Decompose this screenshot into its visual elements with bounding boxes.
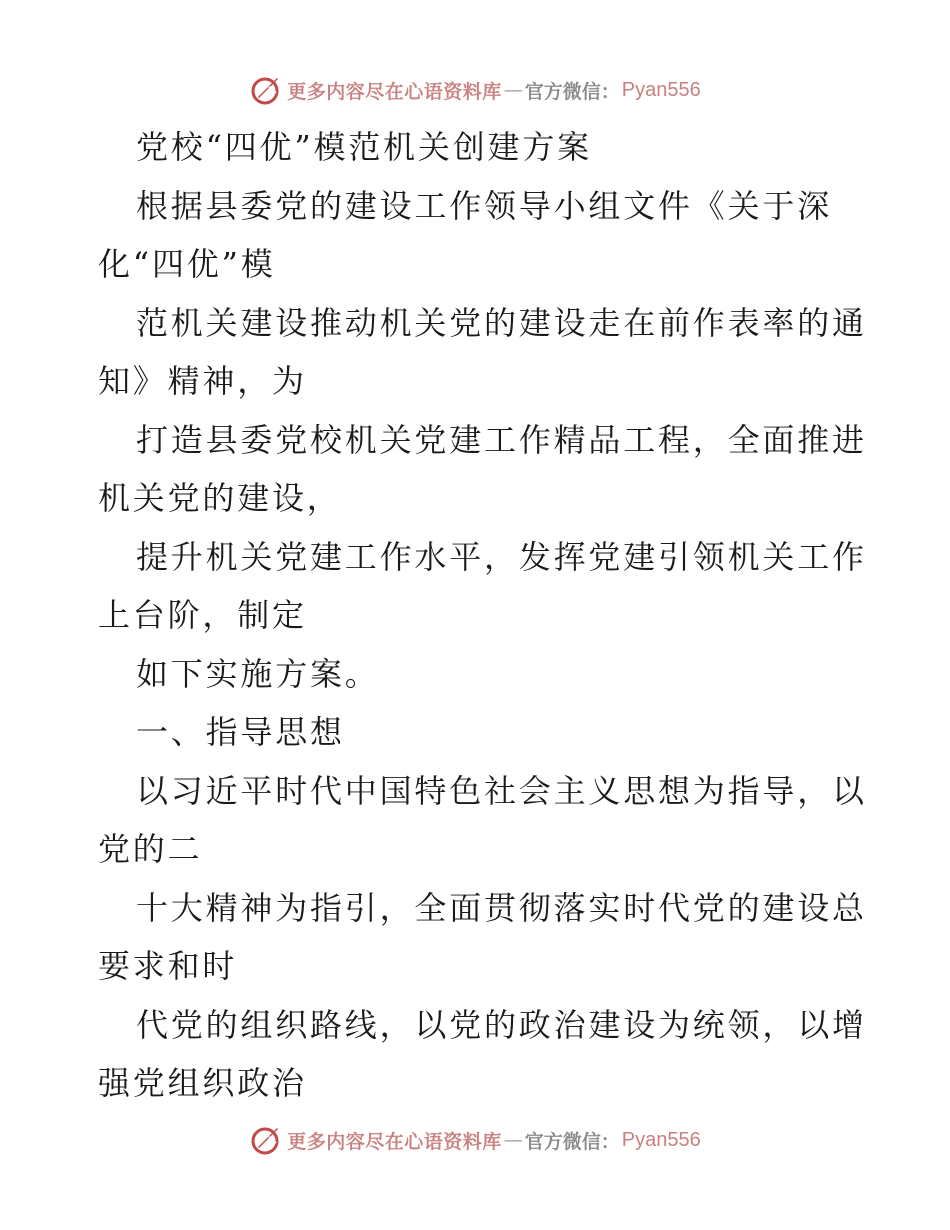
paragraph-line: 提升机关党建工作水平，发挥党建引领机关工作 (136, 537, 867, 576)
paragraph-line: 党的二 (98, 830, 203, 868)
paragraph-line: 要求和时 (98, 947, 238, 985)
banner-wechat-id: Pyan556 (621, 1128, 701, 1151)
document-title: 党校“四优”模范机关创建方案 (136, 128, 592, 166)
banner-brand-text: 更多内容尽在心语资料库 (287, 1130, 502, 1153)
paragraph-line: 知》精神，为 (98, 362, 307, 400)
paragraph-line: 机关党的建设， (98, 479, 342, 517)
banner-brand-text: 更多内容尽在心语资料库 (287, 80, 502, 103)
banner-separator: — (503, 1129, 523, 1151)
paragraph-line: 强党组织政治 (98, 1064, 307, 1102)
paragraph-line: 范机关建设推动机关党的建设走在前作表率的通 (136, 303, 867, 342)
paragraph-line: 以习近平时代中国特色社会主义思想为指导，以 (136, 771, 867, 810)
paragraph-line: 代党的组织路线，以党的政治建设为统领，以增 (136, 1005, 867, 1044)
paragraph-line: 上台阶，制定 (98, 596, 307, 634)
document-body (98, 118, 867, 1113)
pen-logo-icon (249, 1123, 283, 1157)
paragraph-line: 化“四优”模 (98, 245, 276, 283)
pen-logo-icon (249, 73, 283, 107)
paragraph-line: 打造县委党校机关党建工作精品工程，全面推进 (136, 420, 867, 459)
paragraph-line: 如下实施方案。 (136, 654, 380, 693)
paragraph-line: 十大精神为指引，全面贯彻落实时代党的建设总 (136, 888, 867, 927)
paragraph-line: 根据县委党的建设工作领导小组文件《关于深 (136, 186, 833, 225)
banner-separator: — (503, 79, 523, 101)
section-heading: 一、指导思想 (136, 713, 345, 751)
header-banner (0, 70, 950, 110)
banner-wechat-label: 官方微信： (524, 1130, 620, 1153)
footer-banner (0, 1120, 950, 1160)
banner-wechat-label: 官方微信： (524, 80, 620, 103)
banner-wechat-id: Pyan556 (621, 78, 701, 101)
